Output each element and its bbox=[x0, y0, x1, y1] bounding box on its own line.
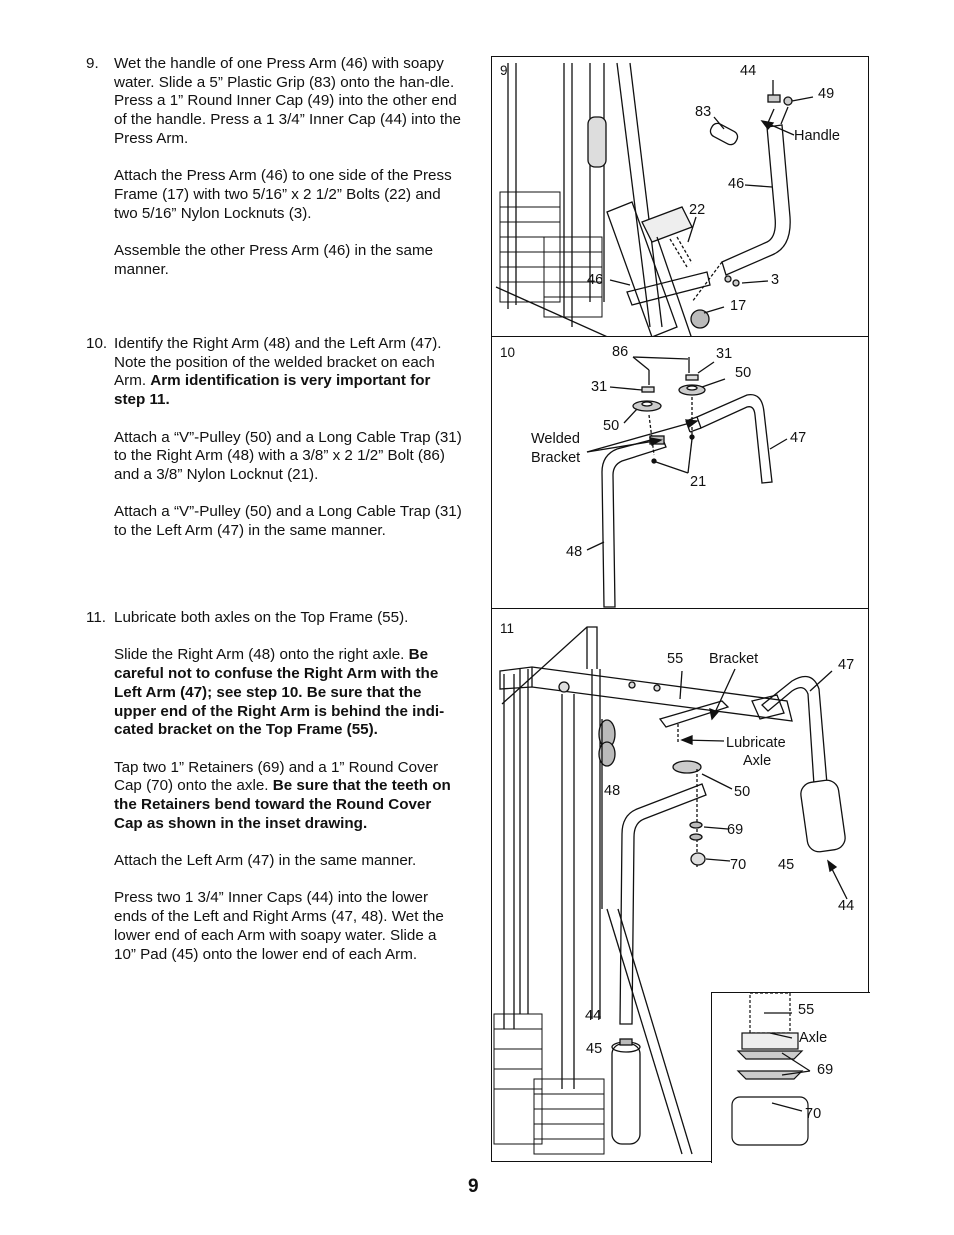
callout-22: 22 bbox=[689, 202, 706, 218]
callout-44: 44 bbox=[838, 898, 855, 914]
callout-69: 69 bbox=[727, 822, 744, 838]
step-number: 11. bbox=[86, 609, 106, 626]
inset-callout-69: 69 bbox=[817, 1062, 834, 1078]
callout-bracket: Bracket bbox=[709, 651, 759, 667]
emphasis-text: Arm identification is very important for step 11. bbox=[114, 372, 431, 409]
callout-44: 44 bbox=[740, 63, 757, 79]
callout-bracket: Bracket bbox=[531, 450, 581, 466]
callout-50: 50 bbox=[734, 784, 751, 800]
callout-83: 83 bbox=[695, 104, 712, 120]
callout-3: 3 bbox=[771, 272, 780, 288]
callout-welded: Welded bbox=[531, 431, 580, 447]
callout-17: 17 bbox=[730, 298, 747, 314]
inset-callout-axle: Axle bbox=[799, 1030, 828, 1046]
figure-11 bbox=[491, 608, 869, 1162]
callout-48: 48 bbox=[566, 544, 583, 560]
step-paragraph bbox=[114, 759, 462, 834]
body-text: Attach the Press Arm (46) to one side of the Press Frame (17) with two 5/16” x 2 1/2” Bolts (22) and two 5/16” Nylon Locknuts (3). bbox=[114, 167, 452, 222]
emphasis-text: Be sure that the teeth on the Retainers bend toward the Round Cover Cap as shown in the inset drawing. bbox=[114, 777, 451, 832]
body-text: Identify the Right Arm (48) and the Left Arm (47). Note the position of the welded bracket on each Arm. bbox=[114, 335, 442, 390]
figure-number: 11 bbox=[500, 621, 515, 636]
callout-45-lower: 45 bbox=[586, 1041, 603, 1057]
step-body bbox=[114, 55, 462, 279]
inset-callout-70: 70 bbox=[805, 1106, 822, 1122]
figure-10 bbox=[491, 336, 869, 610]
page-number: 9 bbox=[468, 1176, 479, 1197]
callout-50-left: 50 bbox=[603, 418, 620, 434]
step-paragraph bbox=[114, 167, 462, 223]
callout-21: 21 bbox=[690, 474, 707, 490]
step-paragraph bbox=[114, 335, 462, 410]
callout-48: 48 bbox=[604, 783, 621, 799]
callout-31-right: 31 bbox=[716, 346, 733, 362]
callout-handle: Handle bbox=[794, 128, 840, 144]
body-text: Press two 1 3/4” Inner Caps (44) into the lower ends of the Left and Right Arms (47, 48). Wet the lower end of each Arm with soapy water. Slide a 10” Pad (45) onto the lower end of each Arm. bbox=[114, 889, 444, 963]
body-text: Attach a “V”-Pulley (50) and a Long Cable Trap (31) to the Left Arm (47) in the same manner. bbox=[114, 503, 462, 539]
step-paragraph bbox=[114, 852, 462, 871]
callout-axle: Axle bbox=[743, 753, 772, 769]
body-text: Attach the Left Arm (47) in the same manner. bbox=[114, 852, 417, 870]
step-paragraph bbox=[114, 55, 462, 149]
callout-47: 47 bbox=[838, 657, 855, 673]
figure-number: 9 bbox=[500, 63, 508, 78]
emphasis-text: Be careful not to confuse the Right Arm with the Left Arm (47); see step 10. Be sure that the upper end of the Right Arm is behind the indi-cated bracket on the Top Frame (55). bbox=[114, 646, 445, 739]
callout-70: 70 bbox=[730, 857, 747, 873]
callout-45: 45 bbox=[778, 857, 795, 873]
callout-46-frame: 46 bbox=[587, 272, 604, 288]
callout-49: 49 bbox=[818, 86, 835, 102]
step-9 bbox=[86, 55, 462, 279]
figure-10-drawing bbox=[492, 337, 870, 611]
step-paragraph bbox=[114, 429, 462, 485]
step-body bbox=[114, 335, 462, 541]
figure-9-drawing bbox=[492, 57, 870, 339]
step-10 bbox=[86, 335, 462, 541]
step-number: 9. bbox=[86, 55, 99, 72]
figure-9 bbox=[491, 56, 869, 338]
body-text: Slide the Right Arm (48) onto the right axle. bbox=[114, 646, 409, 664]
callout-lubricate: Lubricate bbox=[726, 735, 786, 751]
callout-31-left: 31 bbox=[591, 379, 608, 395]
callout-86: 86 bbox=[612, 344, 629, 360]
callout-46-arm: 46 bbox=[728, 176, 745, 192]
callout-44-lower: 44 bbox=[585, 1008, 602, 1024]
step-11 bbox=[86, 609, 462, 964]
inset-drawing-art bbox=[712, 993, 869, 1162]
inset-drawing bbox=[711, 992, 870, 1163]
callout-55: 55 bbox=[667, 651, 684, 667]
figure-number: 10 bbox=[500, 345, 516, 360]
body-text: Lubricate both axles on the Top Frame (55). bbox=[114, 609, 409, 626]
body-text: Assemble the other Press Arm (46) in the same manner. bbox=[114, 242, 434, 278]
step-body bbox=[114, 609, 462, 964]
step-paragraph bbox=[114, 609, 462, 628]
step-number: 10. bbox=[86, 335, 108, 352]
step-paragraph bbox=[114, 889, 462, 964]
inset-callout-55: 55 bbox=[798, 1002, 815, 1018]
callout-50-right: 50 bbox=[735, 365, 752, 381]
body-text: Attach a “V”-Pulley (50) and a Long Cable Trap (31) to the Right Arm (48) with a 3/8” x 2 1/2” Bolt (86) and a 3/8” Nylon Locknut (21). bbox=[114, 428, 462, 483]
step-paragraph bbox=[114, 503, 462, 540]
body-text: Tap two 1” Retainers (69) and a 1” Round Cover Cap (70) onto the axle. bbox=[114, 758, 439, 795]
step-paragraph bbox=[114, 646, 462, 740]
body-text: Wet the handle of one Press Arm (46) with soapy water. Slide a 5” Plastic Grip (83) onto the han-dle. Press a 1” Round Inner Cap (49) into the other end of the handle. Press a 1 3/4” Inner Cap (44) into the Press Arm. bbox=[114, 55, 461, 147]
step-paragraph bbox=[114, 242, 462, 279]
callout-47: 47 bbox=[790, 430, 807, 446]
